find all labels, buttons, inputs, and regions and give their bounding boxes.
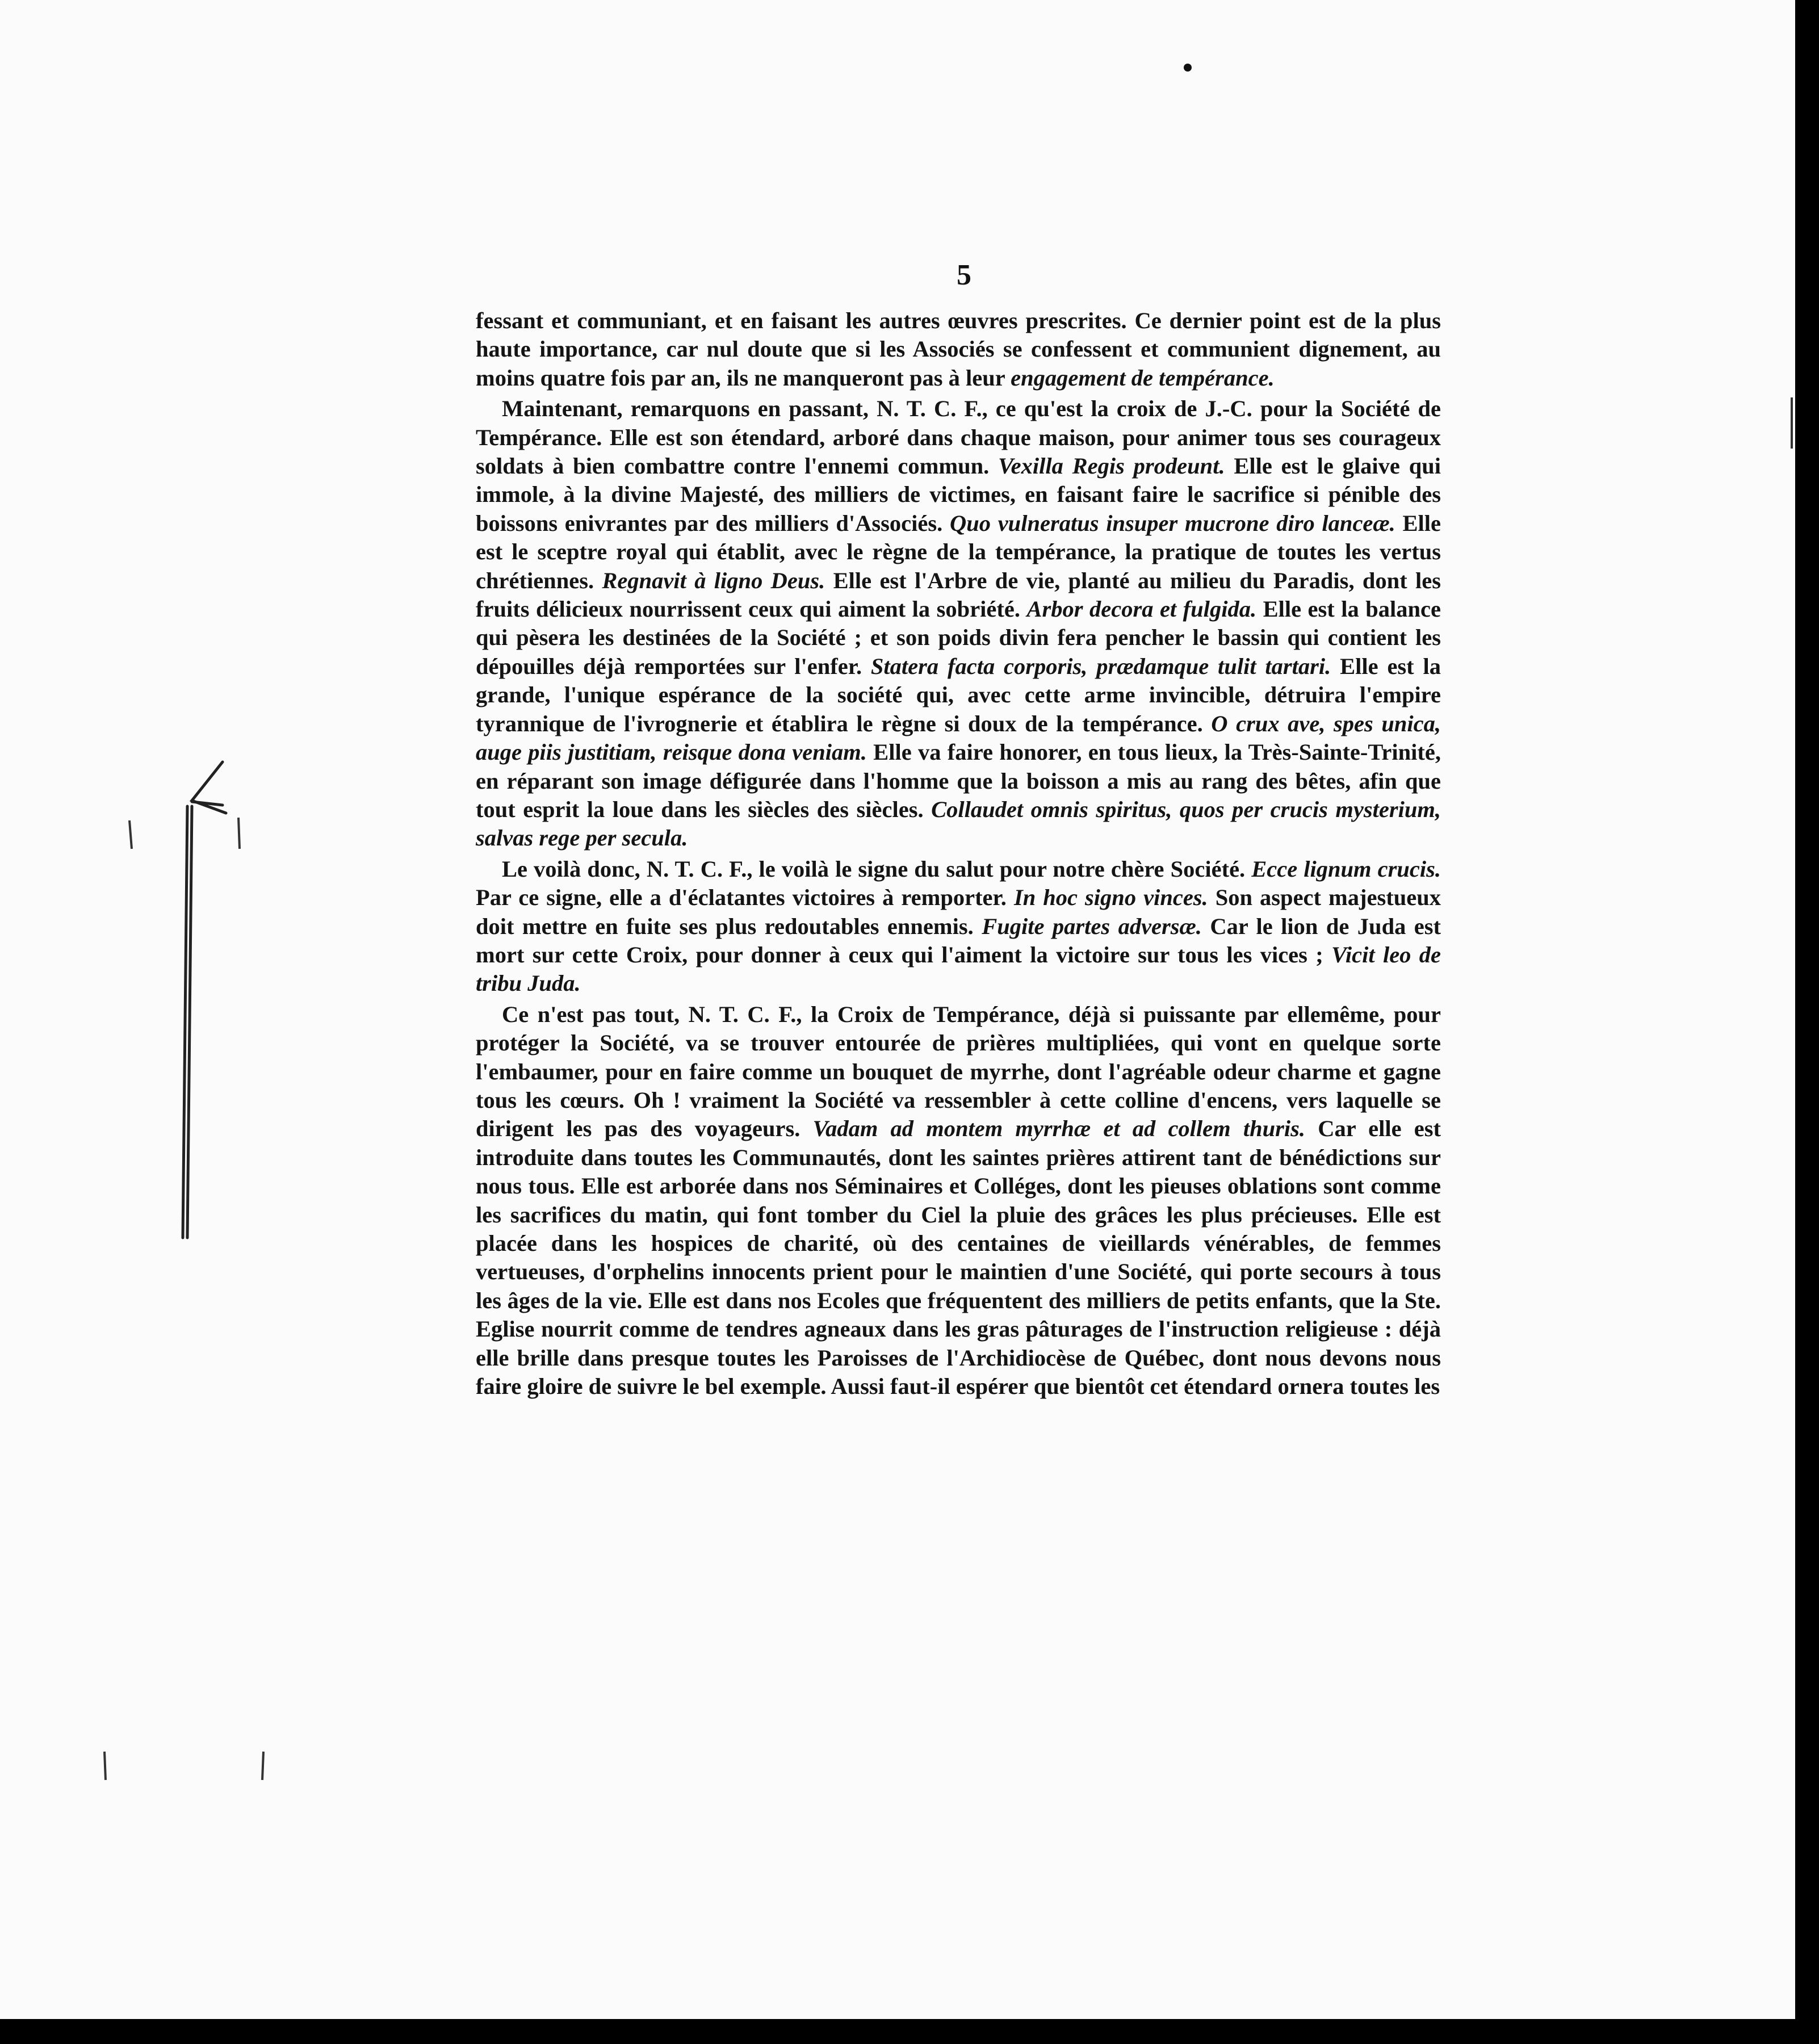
- latin-quotation: Statera facta corporis, prædamque tulit tartari.: [870, 653, 1331, 679]
- paragraph-3: [476, 855, 1441, 998]
- page-number: 5: [957, 259, 971, 291]
- paragraph-text: Son aspect majestueux doit mettre en fuite ses plus redoutables ennemis.: [476, 885, 1441, 939]
- latin-quotation: Ecce lignum crucis.: [1251, 856, 1441, 882]
- paragraph-text: Elle est l'Arbre de vie, planté au milieu du Paradis, dont les fruits délicieux nourrissent ceux qui aiment la sobriété.: [476, 567, 1441, 622]
- latin-quotation: In hoc signo vinces.: [1013, 885, 1208, 911]
- paragraph-text: Maintenant, remarquons en passant, N. T. C. F., ce qu'est la croix de J.-C. pour la Société de Tempérance. Elle est son étendard, arboré dans chaque maison, pour animer tous ses courageux soldats à bien combattre contre l'ennemi commun.: [476, 396, 1441, 479]
- paragraph-4: [476, 1000, 1441, 1401]
- paragraph-text: Car elle est introduite dans toutes les Communautés, dont les saintes prières attirent tant de bénédictions sur nous tous. Elle est arborée dans nos Séminaires et Colléges, dont les pieuses oblations sont comme les sacrifices du matin, qui font tomber du Ciel la pluie des grâces les plus précieuses. Elle est placée dans les hospices de charité, où des centaines de vieillards vénérables, de femmes vertueuses, d'orphelins innocents prient pour le maintien d'une Société, qui porte secours à tous les âges de la vie. Elle est dans nos Ecoles que fréquentent des milliers de petits enfants, que la Ste. Eglise nourrit comme de tendres agneaux dans les gras pâturages de l'instruction religieuse : déjà elle brille dans presque toutes les Paroisses de l'Archidiocèse de Québec, dont nous devons nous faire gloire de suivre le bel exemple. Aussi faut-il espérer que bientôt cet étendard ornera toutes les: [476, 1116, 1441, 1400]
- latin-quotation: Regnavit à ligno Deus.: [602, 567, 825, 593]
- paragraph-2: [476, 395, 1441, 853]
- paragraph-text: Elle est le glaive qui immole, à la divine Majesté, des milliers de victimes, en faisant faire le sacrifice si pénible des boissons enivrantes par des milliers d'Associés.: [476, 453, 1441, 536]
- latin-quotation: engagement de tempérance.: [1011, 365, 1275, 391]
- paragraph-text: Car le lion de Juda est mort sur cette Croix, pour donner à ceux qui l'aiment la victoire sur tous les vices ;: [476, 913, 1441, 967]
- paragraph-text: Elle va faire honorer, en tous lieux, la Très-Sainte-Trinité, en réparant son image défigurée dans l'homme que la boisson a mis au rang des bêtes, afin que tout esprit la loue dans les siècles des siècles.: [476, 739, 1441, 822]
- scan-edge-right: [1795, 0, 1819, 2044]
- paragraph-text: Par ce signe, elle a d'éclatantes victoires à remporter.: [476, 885, 1014, 911]
- paragraph-text: fessant et communiant, et en faisant les autres œuvres prescrites. Ce dernier point est de la plus haute importance, car nul doute que si les Associés se confessent et communient dignement, au moins quatre fois par an, ils ne manqueront pas à leur: [476, 308, 1441, 391]
- scan-edge-bottom: [0, 2019, 1819, 2044]
- paragraph-1: [476, 307, 1441, 392]
- paragraph-text: Elle est le sceptre royal qui établit, avec le règne de la tempérance, la pratique de toutes les vertus chrétiennes.: [476, 510, 1441, 593]
- ink-dot: [1184, 64, 1192, 72]
- latin-quotation: Arbor decora et fulgida.: [1026, 596, 1257, 622]
- latin-quotation: Vicit leo de tribu Juda.: [476, 941, 1441, 996]
- latin-quotation: Quo vulneratus insuper mucrone diro lanceæ.: [949, 510, 1395, 536]
- latin-quotation: Vexilla Regis prodeunt.: [998, 453, 1225, 479]
- latin-quotation: Fugite partes adversæ.: [982, 913, 1202, 939]
- paragraph-text: Elle est la balance qui pèsera les destinées de la Société ; et son poids divin fera pencher le bassin qui contient les dépouilles déjà remportées sur l'enfer.: [476, 596, 1441, 679]
- latin-quotation: Vadam ad montem myrrhæ et ad collem thuris.: [812, 1116, 1306, 1142]
- latin-quotation: Collaudet omnis spiritus, quos per crucis mysterium, salvas rege per secula.: [476, 796, 1441, 851]
- paragraph-text: Ce n'est pas tout, N. T. C. F., la Croix de Tempérance, déjà si puissante par ellemême, pour protéger la Société, va se trouver entourée de prières multipliées, qui vont en quelque sorte l'embaumer, pour en faire comme un bouquet de myrrhe, dont l'agréable odeur charme et gagne tous les cœurs. Oh ! vraiment la Société va ressembler à cette colline d'encens, vers laquelle se dirigent les pas des voyageurs.: [476, 1001, 1441, 1142]
- paragraph-text: Le voilà donc, N. T. C. F., le voilà le signe du salut pour notre chère Société.: [502, 856, 1252, 882]
- paragraph-text: Elle est la grande, l'unique espérance de la société qui, avec cette arme invincible, détruira l'empire tyrannique de l'ivrognerie et établira le règne si doux de la tempérance.: [476, 653, 1441, 736]
- body-text: [476, 307, 1441, 1403]
- latin-quotation: O crux ave, spes unica, auge piis justitiam, reisque dona veniam.: [476, 710, 1441, 765]
